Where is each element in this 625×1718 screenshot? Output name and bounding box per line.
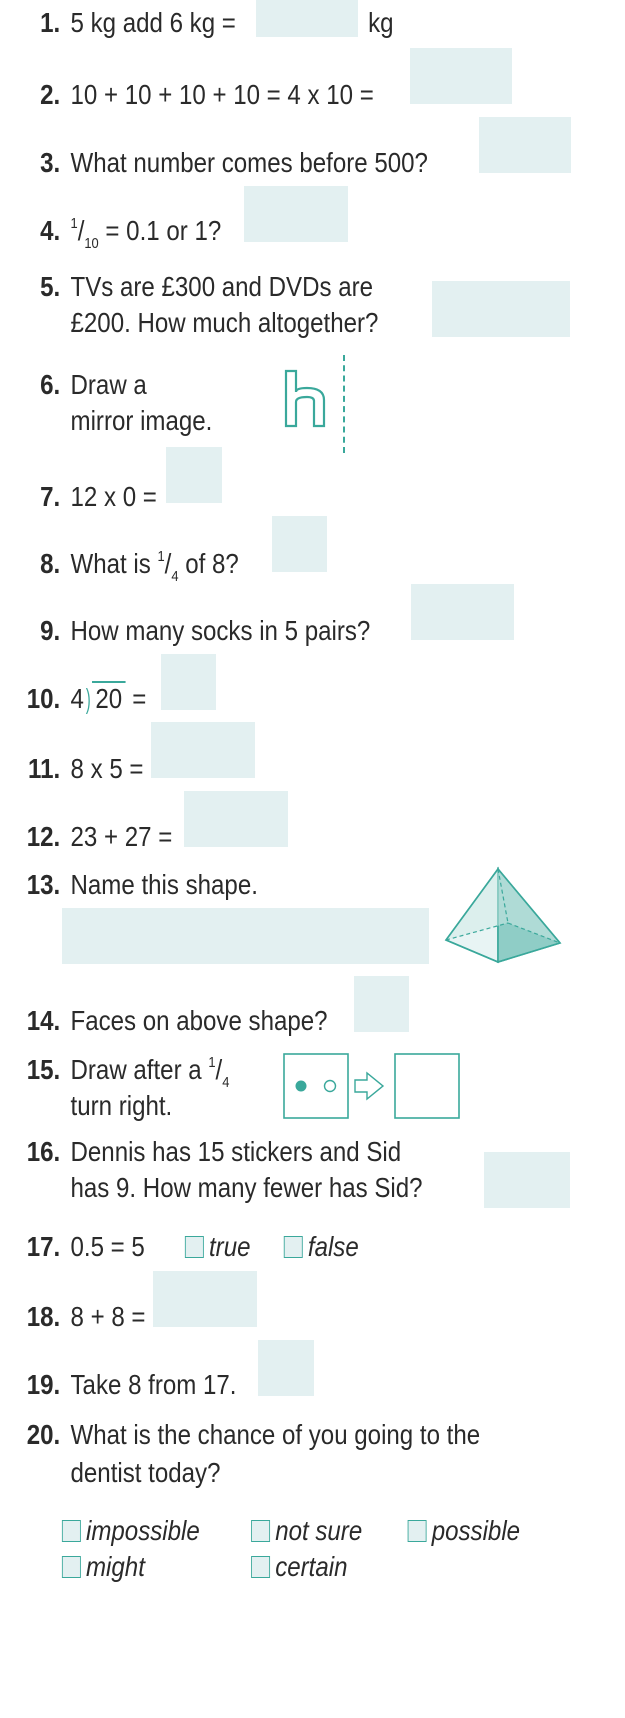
answer-box-4[interactable] [244,186,348,242]
option-possible[interactable]: possible [408,1514,520,1548]
answer-box-7[interactable] [166,447,222,503]
question-number: 8. [40,548,61,579]
question-text-line2: turn right. [70,1090,173,1121]
answer-box-5[interactable] [432,281,570,337]
question-number: 13. [26,869,61,900]
rotation-diagram [283,1053,463,1124]
divisor: 4 [70,683,84,714]
question-text: 5 kg add 6 kg = [70,7,236,38]
checkbox[interactable] [251,1520,270,1542]
question-number: 9. [40,615,61,646]
question-number: 14. [26,1005,61,1036]
question-number: 16. [26,1136,61,1167]
answer-box-3[interactable] [479,117,571,173]
question-number: 2. [40,79,61,110]
question-text: Faces on above shape? [70,1005,328,1036]
question-number: 1. [40,7,61,38]
question-text: Take 8 from 17. [70,1369,237,1400]
question-text: Name this shape. [70,869,258,900]
mirror-line [343,355,345,453]
answer-box-14[interactable] [354,976,409,1032]
question-number: 7. [40,481,61,512]
question-text: 23 + 27 = [70,821,173,852]
answer-box-19[interactable] [258,1340,314,1396]
long-division: 4) 20 = [70,683,147,714]
answer-box-18[interactable] [153,1271,257,1327]
checkbox[interactable] [62,1520,81,1542]
question-number: 19. [26,1369,61,1400]
question-number: 20. [26,1419,61,1450]
question-text: 0.5 = 5 [70,1231,145,1262]
unit-label: kg [368,7,394,38]
question-text-line1: Dennis has 15 stickers and Sid [70,1136,402,1167]
question-text-line1: TVs are £300 and DVDs are [70,271,374,302]
question-text-line1: Draw after a $^1/_4$ [70,1054,230,1091]
question-text-line2: has 9. How many fewer has Sid? [70,1172,423,1203]
letter-h-outline [283,368,329,435]
question-text: 10 + 10 + 10 + 10 = 4 x 10 = [70,79,374,110]
question-text: $^1/_{10} = 0.1$ or 1? [70,215,222,252]
answer-box-11[interactable] [151,722,255,778]
option-not-sure[interactable]: not sure [251,1514,362,1548]
dividend: 20 [92,681,126,714]
answer-box-9[interactable] [411,584,514,640]
question-text-line1: Draw a [70,369,147,400]
answer-box-13[interactable] [62,908,429,964]
question-number: 11. [28,753,61,784]
checkbox[interactable] [284,1236,303,1258]
question-text: What number comes before 500? [70,147,428,178]
question-text: 8 x 5 = [70,753,144,784]
question-text-line2: dentist today? [70,1457,221,1488]
equals: = [132,683,147,714]
question-text: What is $^1/_4$ of 8? [70,548,239,585]
option-true[interactable]: true [185,1230,251,1264]
answer-box-8[interactable] [272,516,327,572]
checkbox[interactable] [408,1520,427,1542]
question-number: 3. [40,147,61,178]
question-number: 15. [26,1054,61,1085]
question-number: 12. [26,821,61,852]
question-number: 4. [40,215,61,246]
answer-box-10[interactable] [161,654,216,710]
option-might[interactable]: might [62,1550,145,1584]
question-number: 18. [26,1301,61,1332]
question-number: 6. [40,369,61,400]
option-certain[interactable]: certain [251,1550,347,1584]
question-number: 10. [26,683,61,714]
answer-box-1[interactable] [256,0,358,37]
question-number: 5. [40,271,61,302]
question-text-line1: What is the chance of you going to the [70,1419,481,1450]
question-text-line2: £200. How much altogether? [70,307,379,338]
question-text: 8 + 8 = [70,1301,146,1332]
question-text: 12 x 0 = [70,481,157,512]
answer-box-16[interactable] [484,1152,570,1208]
answer-box-2[interactable] [410,48,512,104]
question-text: How many socks in 5 pairs? [70,615,371,646]
answer-box-12[interactable] [184,791,288,847]
pyramid-shape [440,866,565,971]
question-number: 17. [26,1231,61,1262]
checkbox[interactable] [185,1236,204,1258]
option-impossible[interactable]: impossible [62,1514,200,1548]
checkbox[interactable] [251,1556,270,1578]
question-text-line2: mirror image. [70,405,213,436]
option-false[interactable]: false [284,1230,359,1264]
checkbox[interactable] [62,1556,81,1578]
